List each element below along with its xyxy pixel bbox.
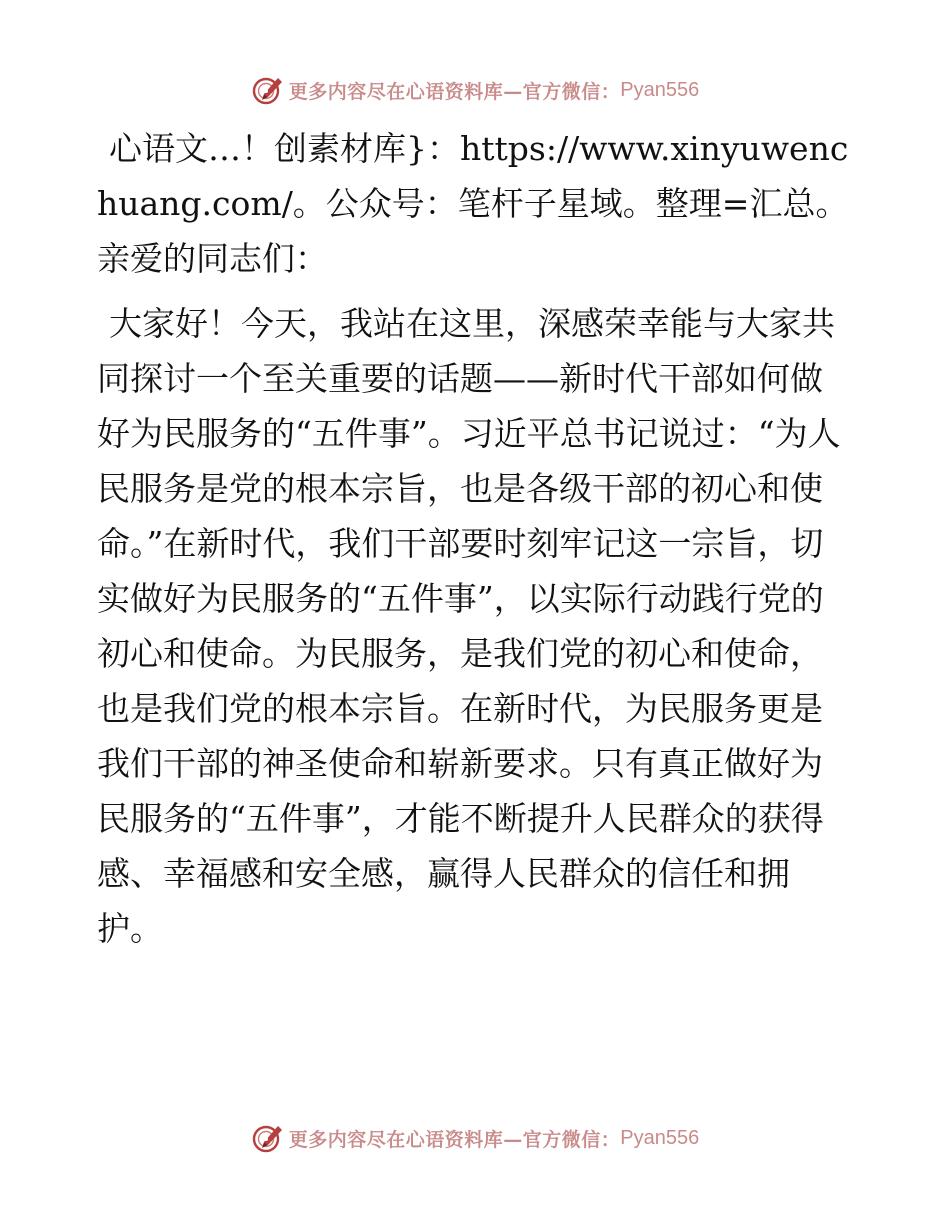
banner-site-text: 更多内容尽在心语资料库—官方微信： <box>288 1128 621 1151</box>
footer-banner <box>0 1118 950 1158</box>
pen-nib-logo-icon <box>251 73 285 107</box>
banner-wechat-id: Pyan556 <box>620 1126 700 1149</box>
pen-nib-logo-icon <box>251 1121 285 1155</box>
banner-site-text: 更多内容尽在心语资料库—官方微信： <box>288 80 621 103</box>
document-body <box>97 121 853 956</box>
intro-paragraph: 心语文…！创素材库}：https://www.xinyuwenchuang.com/。公众号：笔杆子星域。整理=汇总。亲爱的同志们： <box>97 129 849 278</box>
header-banner <box>0 70 950 110</box>
banner-wechat-id: Pyan556 <box>620 78 700 101</box>
main-paragraph: 大家好！今天，我站在这里，深感荣幸能与大家共同探讨一个至关重要的话题——新时代干部如何做好为民服务的“五件事”。习近平总书记说过：“为人民服务是党的根本宗旨，也是各级干部的初心和使命。”在新时代，我们干部要时刻牢记这一宗旨，切实做好为民服务的“五件事”，以实际行动践行党的初心和使命。为民服务，是我们党的初心和使命，也是我们党的根本宗旨。在新时代，为民服务更是我们干部的神圣使命和崭新要求。只有真正做好为民服务的“五件事”，才能不断提升人民群众的获得感、幸福感和安全感，赢得人民群众的信任和拥护。 <box>97 304 841 948</box>
